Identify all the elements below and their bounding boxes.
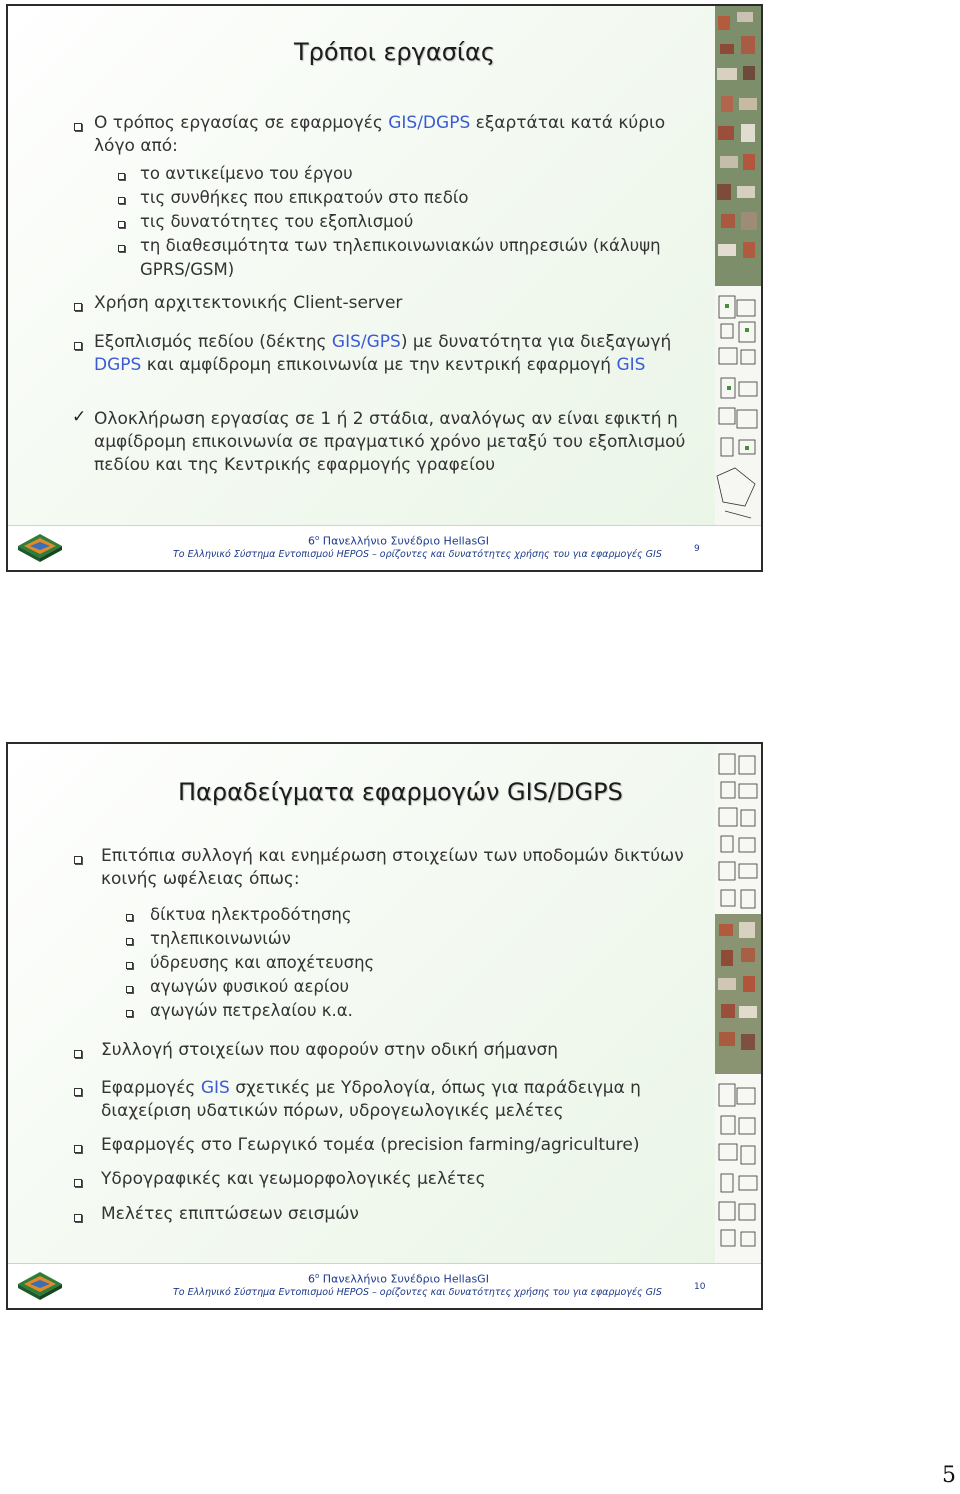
square-bullet-icon	[118, 221, 125, 228]
square-bullet-icon	[126, 986, 133, 993]
sub-bullet-text: τις συνθήκες που επικρατούν στο πεδίο	[140, 188, 469, 207]
gis-term: GIS	[616, 355, 646, 375]
gis-term: GIS/GPS	[331, 332, 401, 352]
conference-subtitle: Το Ελληνικό Σύστημα Εντοπισμού HEPOS – ορίζοντες και δυνατότητες χρήσης του για εφαρμογές GIS	[173, 1287, 662, 1298]
text-line: πεδίου και της Κεντρικής εφαρμογής γραφείου	[94, 455, 496, 475]
square-bullet-icon	[126, 938, 133, 945]
square-bullet-icon	[126, 962, 133, 969]
text-span: διαχείριση υδατικών πόρων, υδρογεωλογικές μελέτες	[101, 1101, 564, 1121]
text-span: λόγο από:	[94, 136, 178, 156]
text-span: ο	[315, 1272, 320, 1280]
slide-title: Παραδείγματα εφαρμογών GIS/DGPS	[178, 778, 623, 806]
square-bullet-icon	[126, 1010, 133, 1017]
square-bullet-icon	[74, 1088, 82, 1096]
bullet-text: Υδρογραφικές και γεωμορφολογικές μελέτες	[101, 1169, 486, 1189]
bullet-text: Εφαρμογές στο Γεωργικό τομέα (precision farming/agriculture)	[101, 1135, 640, 1155]
sub-bullet-text: το αντικείμενο του έργου	[140, 164, 353, 183]
slide-9	[6, 4, 763, 572]
text-span: 6	[308, 1272, 315, 1286]
bullet-text: Συλλογή στοιχείων που αφορούν στην οδική σήμανση	[101, 1040, 559, 1060]
sub-bullet-text: αγωγών φυσικού αερίου	[150, 977, 350, 996]
text-span: Ο τρόπος εργασίας σε εφαρμογές	[94, 113, 389, 133]
checkmark-icon: ✓	[72, 407, 87, 427]
gis-term: GIS	[200, 1078, 230, 1098]
sub-bullet-text: GPRS/GSM)	[140, 260, 235, 279]
text-line: αμφίδρομη επικοινωνία σε πραγματικό χρόνο μεταξύ του εξοπλισμού	[94, 432, 686, 452]
text-span: σχετικές με Υδρολογία, όπως για παράδειγμα η	[229, 1078, 641, 1098]
text-line: Επιτόπια συλλογή και ενημέρωση στοιχείων των υποδομών δικτύων	[101, 846, 684, 866]
text-span: Πανελλήνιο Συνέδριο HellasGI	[319, 534, 489, 548]
map-strip-image	[715, 6, 761, 532]
square-bullet-icon	[74, 342, 82, 350]
conference-name	[308, 1272, 489, 1286]
slide-footer	[8, 1263, 761, 1308]
square-bullet-icon	[118, 173, 125, 180]
square-bullet-icon	[74, 1050, 82, 1058]
gis-term: GIS/DGPS	[388, 113, 471, 133]
bullet-text	[94, 112, 694, 158]
slide-page-number: 9	[694, 544, 700, 554]
sub-bullet-text: δίκτυα ηλεκτροδότησης	[150, 905, 352, 924]
square-bullet-icon	[74, 856, 82, 864]
text-span: ο	[315, 534, 320, 542]
square-bullet-icon	[118, 245, 125, 252]
sub-bullet-text: αγωγών πετρελαίου κ.α.	[150, 1001, 353, 1020]
document-page-number: 5	[942, 1463, 956, 1488]
text-span: Πανελλήνιο Συνέδριο HellasGI	[319, 1272, 489, 1286]
conference-logo-icon	[16, 1270, 64, 1302]
bullet-text	[101, 845, 711, 891]
slide-10	[6, 742, 763, 1310]
square-bullet-icon	[118, 197, 125, 204]
conference-name	[308, 534, 489, 548]
square-bullet-icon	[74, 1145, 82, 1153]
sub-bullet-text: τηλεπικοινωνιών	[150, 929, 291, 948]
sub-bullet-text: τις δυνατότητες του εξοπλισμού	[140, 212, 414, 231]
bullet-text: Χρήση αρχιτεκτονικής Client-server	[94, 293, 403, 313]
bullet-text	[94, 331, 694, 377]
slide-footer	[8, 525, 761, 570]
conference-subtitle: Το Ελληνικό Σύστημα Εντοπισμού HEPOS – ορίζοντες και δυνατότητες χρήσης του για εφαρμογές GIS	[173, 549, 662, 560]
square-bullet-icon	[126, 914, 133, 921]
text-line: κοινής ωφέλειας όπως:	[101, 869, 300, 889]
square-bullet-icon	[74, 123, 82, 131]
slide-page-number: 10	[694, 1282, 706, 1292]
square-bullet-icon	[74, 1179, 82, 1187]
text-span: Εξοπλισμός πεδίου (δέκτης	[94, 332, 332, 352]
text-span: και αμφίδρομη επικοινωνία με την κεντρική εφαρμογή	[141, 355, 617, 375]
conference-logo-icon	[16, 532, 64, 564]
gis-term: DGPS	[94, 355, 142, 375]
text-span: ) με δυνατότητα για διεξαγωγή	[400, 332, 672, 352]
bullet-text: Μελέτες επιπτώσεων σεισμών	[101, 1204, 359, 1224]
text-span: εξαρτάται κατά κύριο	[470, 113, 666, 133]
text-line: Ολοκλήρωση εργασίας σε 1 ή 2 στάδια, αναλόγως αν είναι εφικτή η	[94, 409, 678, 429]
square-bullet-icon	[74, 1214, 82, 1222]
text-span: Εφαρμογές	[101, 1078, 201, 1098]
map-strip-image	[715, 744, 761, 1270]
bullet-text	[101, 1077, 711, 1123]
sub-bullet-text: ύδρευσης και αποχέτευσης	[150, 953, 375, 972]
slide-title: Τρόποι εργασίας	[294, 38, 495, 66]
text-span: 6	[308, 534, 315, 548]
bullet-text	[94, 408, 704, 477]
square-bullet-icon	[74, 303, 82, 311]
sub-bullet-text: τη διαθεσιμότητα των τηλεπικοινωνιακών υπηρεσιών (κάλυψη	[140, 236, 661, 255]
